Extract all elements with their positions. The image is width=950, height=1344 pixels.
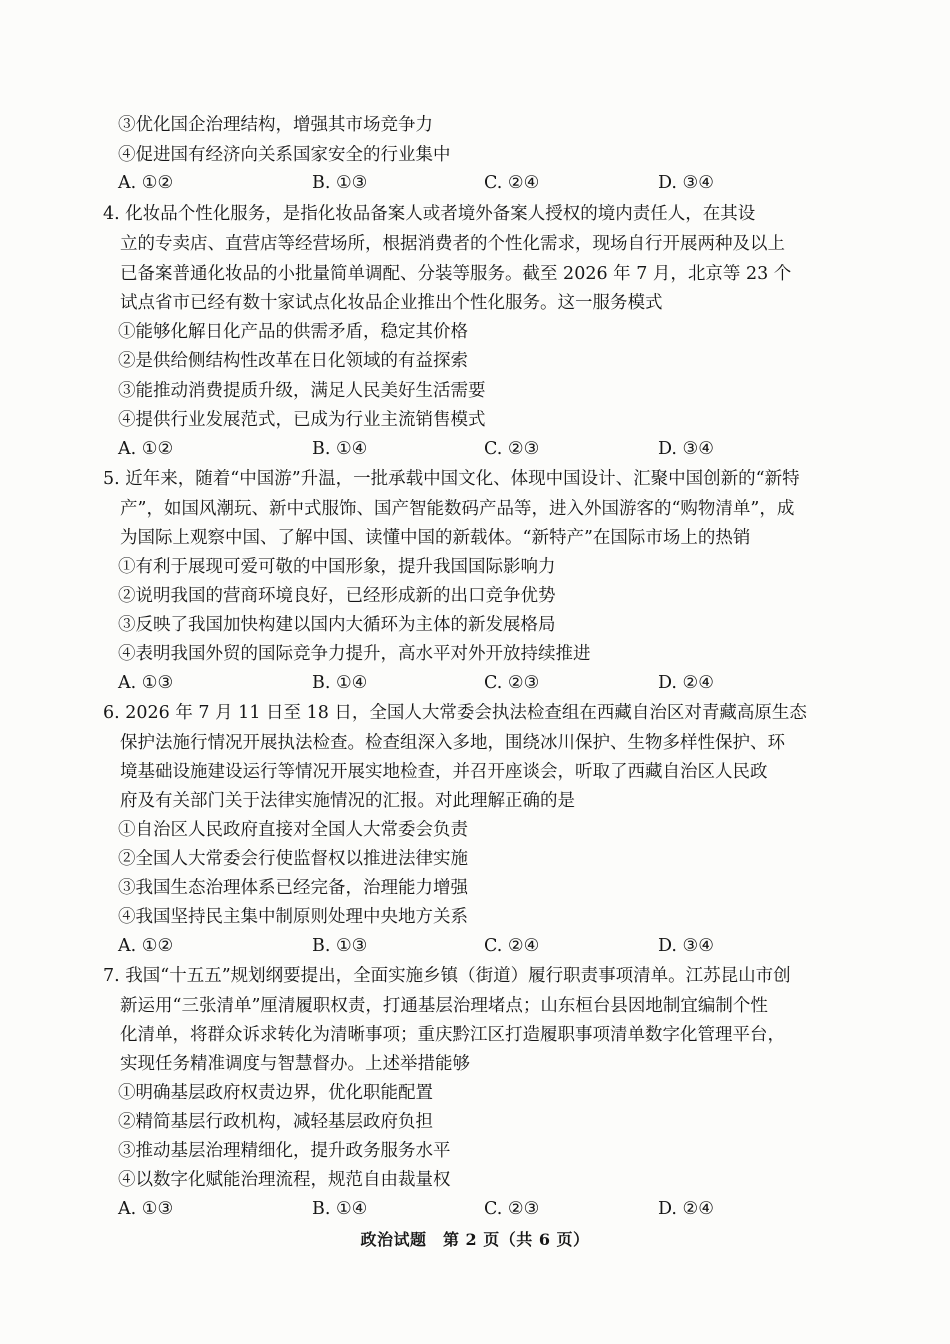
q3-choice-d: D. ③④: [658, 173, 714, 193]
q7-option-3: ③推动基层治理精细化，提升政务服务水平: [118, 1141, 451, 1161]
q6-stem-line: 境基础设施建设运行等情况开展实地检查，并召开座谈会，听取了西藏自治区人民政: [120, 762, 768, 782]
q5-option-3: ③反映了我国加快构建以国内大循环为主体的新发展格局: [118, 615, 556, 635]
q6-choices: [118, 933, 738, 959]
q7-choice-b: B. ①④: [312, 1199, 368, 1219]
q3-choice-a: A. ①②: [118, 173, 174, 193]
q6-option-4: ④我国坚持民主集中制原则处理中央地方关系: [118, 907, 468, 927]
q5-option-1: ①有利于展现可爱可敬的中国形象，提升我国国际影响力: [118, 557, 556, 577]
q3-choice-c: C. ②④: [484, 173, 540, 193]
q4-stem-line: 已备案普通化妆品的小批量简单调配、分装等服务。截至 2026 年 7 月，北京等 23 个: [120, 264, 792, 284]
q3-option-3: ③优化国企治理结构，增强其市场竞争力: [118, 115, 433, 135]
q3-choices: [118, 170, 738, 196]
q5-choice-b: B. ①④: [312, 673, 368, 693]
q6-choice-d: D. ③④: [658, 936, 714, 956]
q7-choice-d: D. ②④: [658, 1199, 714, 1219]
q4-stem-line: 4. 化妆品个性化服务，是指化妆品备案人或者境外备案人授权的境内责任人，在其设: [103, 204, 756, 224]
q6-option-2: ②全国人大常委会行使监督权以推进法律实施: [118, 849, 468, 869]
bleed-through-text: [560, 116, 800, 138]
q6-choice-a: A. ①②: [118, 936, 174, 956]
q5-stem-line: 产”，如国风潮玩、新中式服饰、国产智能数码产品等，进入外国游客的“购物清单”，成: [120, 499, 795, 519]
q6-stem-line: 府及有关部门关于法律实施情况的汇报。对此理解正确的是: [120, 791, 575, 811]
q6-option-1: ①自治区人民政府直接对全国人大常委会负责: [118, 820, 468, 840]
q7-choices: [118, 1196, 738, 1222]
q6-option-3: ③我国生态治理体系已经完备，治理能力增强: [118, 878, 468, 898]
q7-stem-line: 实现任务精准调度与智慧督办。上述举措能够: [120, 1054, 470, 1074]
q4-option-4: ④提供行业发展范式，已成为行业主流销售模式: [118, 410, 486, 430]
q7-option-2: ②精简基层行政机构，减轻基层政府负担: [118, 1112, 433, 1132]
q7-stem-line: 7. 我国“十五五”规划纲要提出，全面实施乡镇（街道）履行职责事项清单。江苏昆山市创: [103, 966, 791, 986]
q5-stem-line: 5. 近年来，随着“中国游”升温，一批承载中国文化、体现中国设计、汇聚中国创新的“新特: [103, 469, 800, 489]
q5-choice-c: C. ②③: [484, 673, 540, 693]
q6-stem-line: 保护法施行情况开展执法检查。检查组深入多地，围绕冰川保护、生物多样性保护、环: [120, 733, 785, 753]
q7-stem-line: 新运用“三张清单”厘清履职权责，打通基层治理堵点；山东桓台县因地制宜编制个性: [120, 996, 768, 1016]
q3-option-4: ④促进国有经济向关系国家安全的行业集中: [118, 145, 451, 165]
q6-choice-b: B. ①③: [312, 936, 368, 956]
q5-option-2: ②说明我国的营商环境良好，已经形成新的出口竞争优势: [118, 586, 556, 606]
q4-choice-b: B. ①④: [312, 439, 368, 459]
page-footer: 政治试题 第 2 页（共 6 页）: [360, 1230, 590, 1249]
q4-stem-line: 试点省市已经有数十家试点化妆品企业推出个性化服务。这一服务模式: [120, 293, 663, 313]
q5-choice-d: D. ②④: [658, 673, 714, 693]
q6-stem-line: 6. 2026 年 7 月 11 日至 18 日，全国人大常委会执法检查组在西藏自治区对青藏高原生态: [103, 703, 807, 723]
q4-choices: [118, 436, 738, 462]
q4-choice-d: D. ③④: [658, 439, 714, 459]
q4-stem-line: 立的专卖店、直营店等经营场所，根据消费者的个性化需求，现场自行开展两种及以上: [120, 234, 785, 254]
q5-option-4: ④表明我国外贸的国际竞争力提升，高水平对外开放持续推进: [118, 644, 591, 664]
q7-choice-a: A. ①③: [118, 1199, 174, 1219]
q4-choice-a: A. ①②: [118, 439, 174, 459]
q3-choice-b: B. ①③: [312, 173, 368, 193]
q5-choice-a: A. ①③: [118, 673, 174, 693]
q4-option-3: ③能推动消费提质升级，满足人民美好生活需要: [118, 381, 486, 401]
q7-choice-c: C. ②③: [484, 1199, 540, 1219]
q7-stem-line: 化清单，将群众诉求转化为清晰事项；重庆黔江区打造履职事项清单数字化管理平台，: [120, 1025, 785, 1045]
q7-option-4: ④以数字化赋能治理流程，规范自由裁量权: [118, 1170, 451, 1190]
q5-choices: [118, 670, 738, 696]
q4-option-1: ①能够化解日化产品的供需矛盾，稳定其价格: [118, 322, 468, 342]
q4-option-2: ②是供给侧结构性改革在日化领域的有益探索: [118, 351, 468, 371]
q4-choice-c: C. ②③: [484, 439, 540, 459]
q6-choice-c: C. ②④: [484, 936, 540, 956]
q5-stem-line: 为国际上观察中国、了解中国、读懂中国的新载体。“新特产”在国际市场上的热销: [120, 528, 751, 548]
q7-option-1: ①明确基层政府权责边界，优化职能配置: [118, 1083, 433, 1103]
